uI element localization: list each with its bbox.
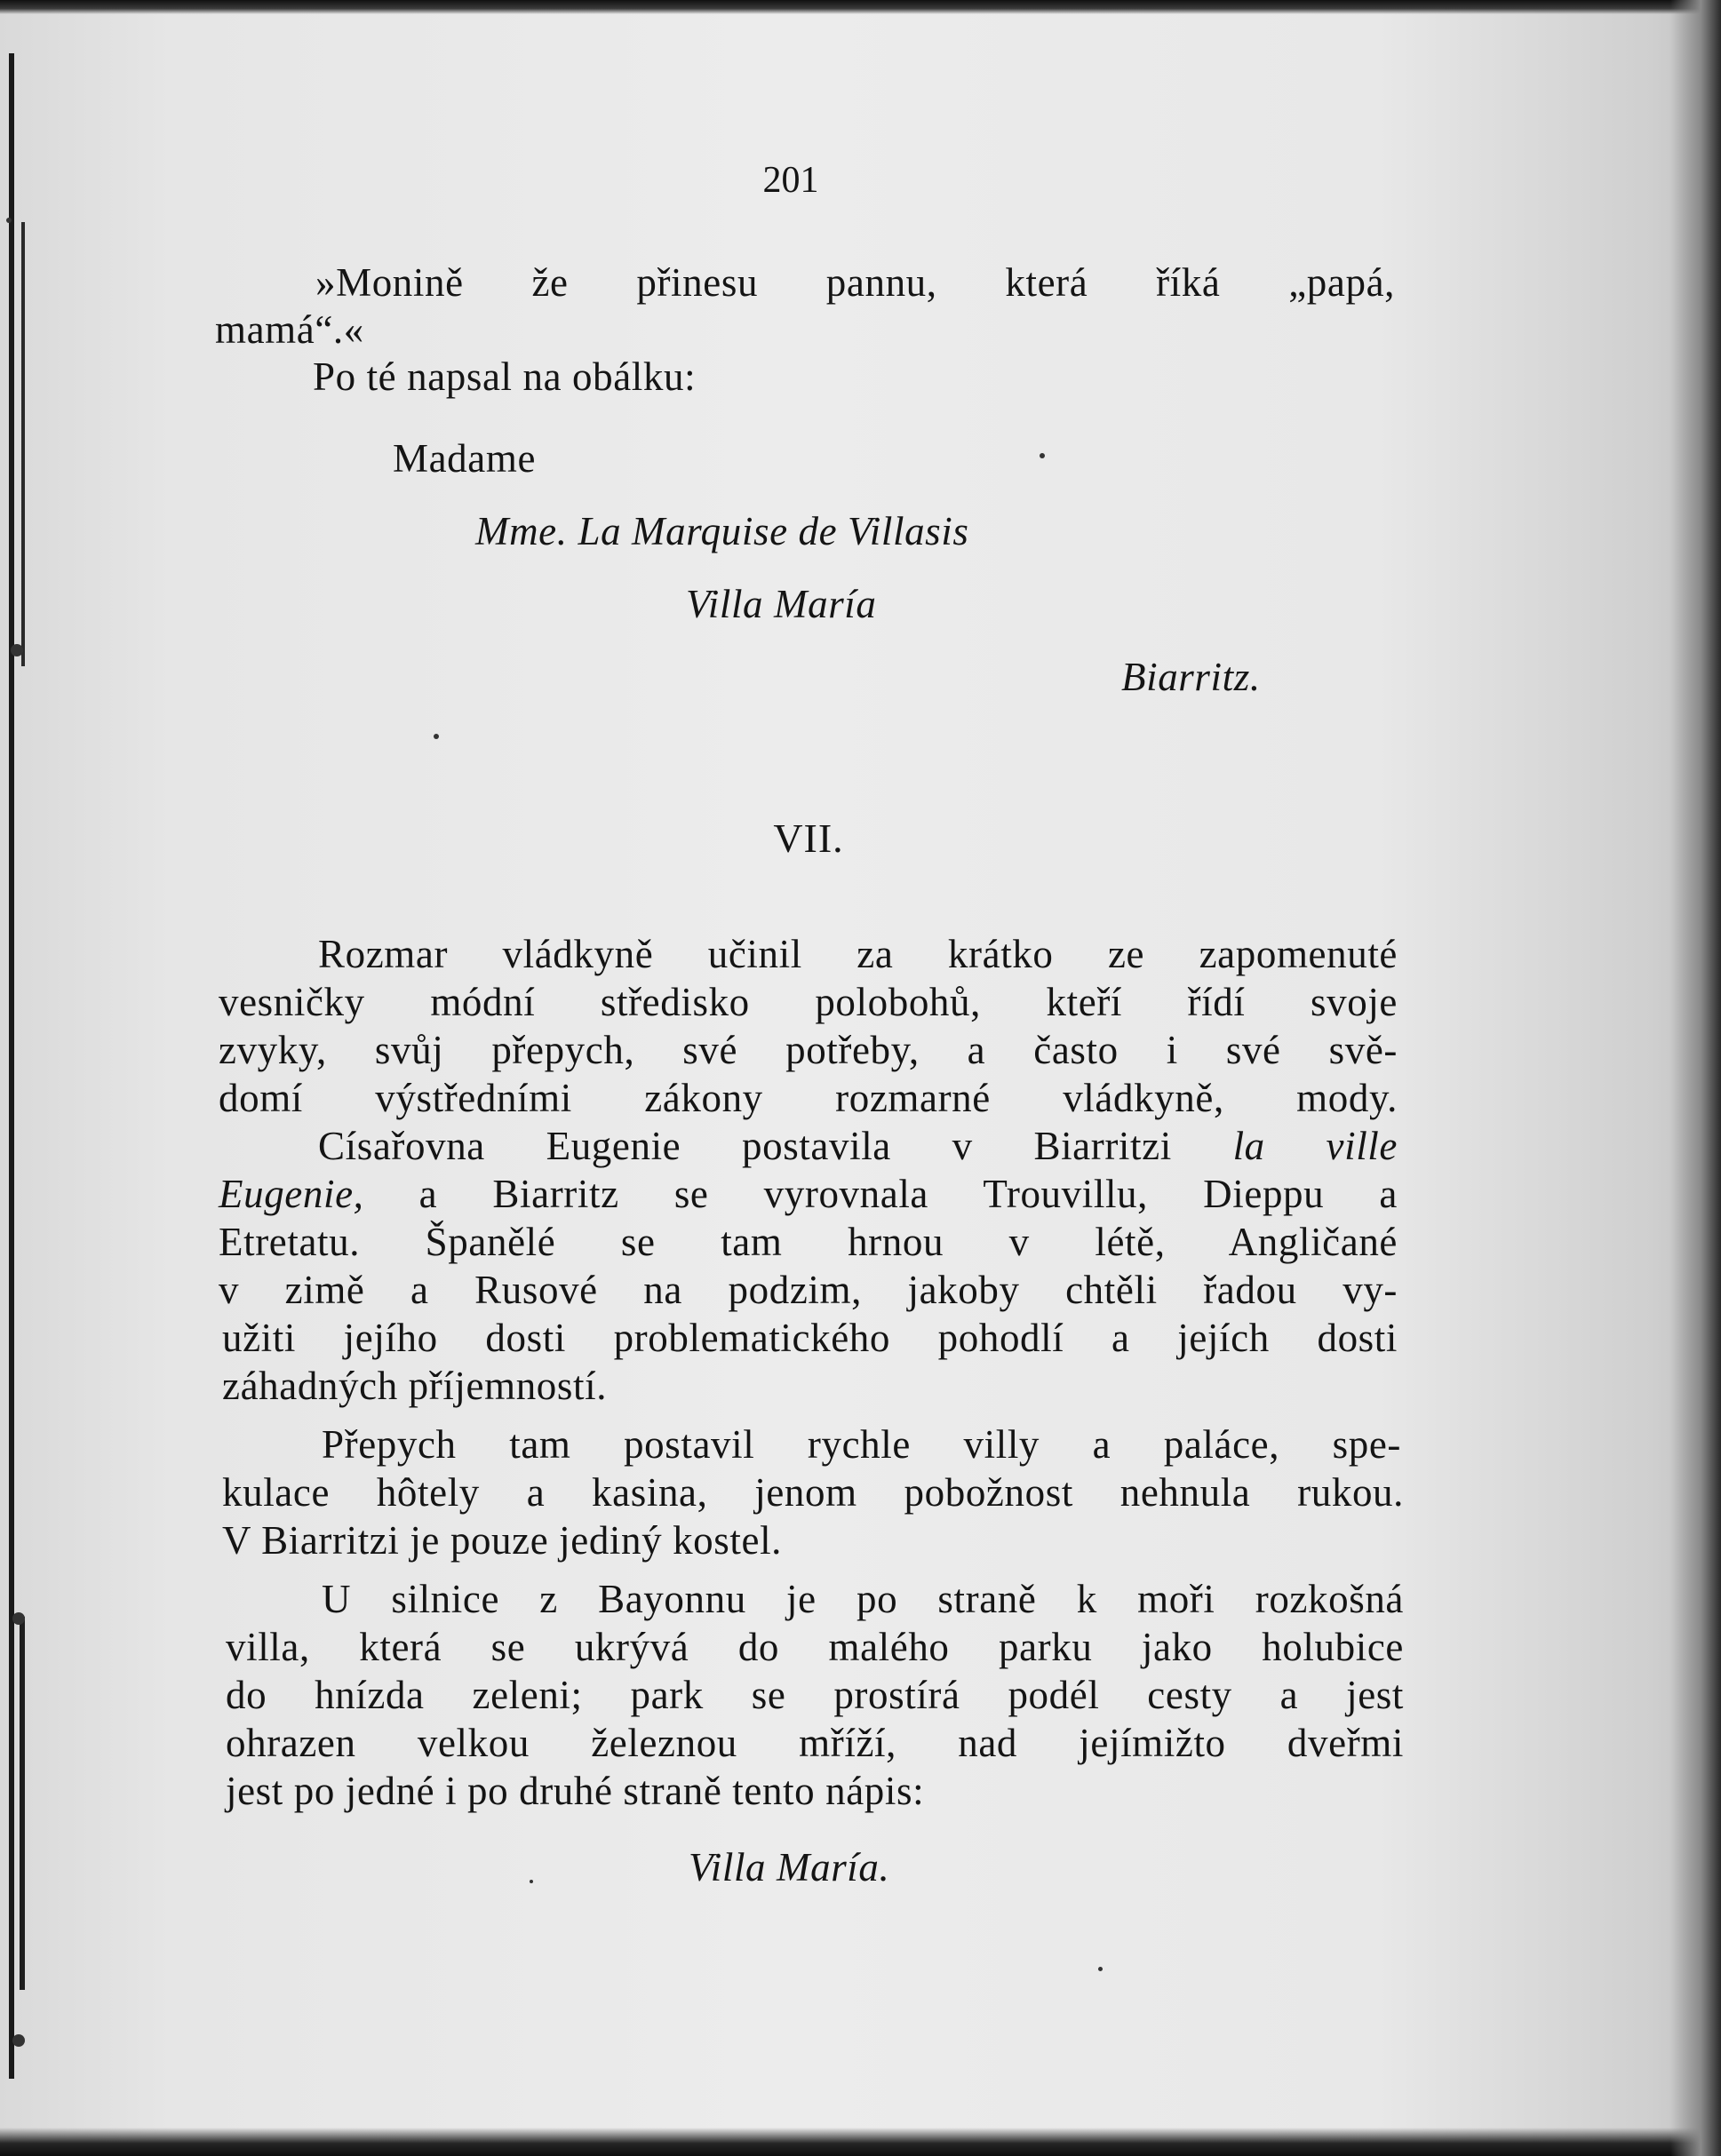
- address-city: Biarritz.: [1121, 655, 1261, 699]
- text-line: kulace hôtely a kasina, jenom pobožnost nehnula rukou.: [222, 1470, 1404, 1515]
- text-line: [318, 1123, 1398, 1169]
- text-line: do hnízda zeleni; park se prostírá podél cesty a jest: [226, 1673, 1404, 1717]
- text-line: domí výstředními zákony rozmarné vládkyně, mody.: [219, 1076, 1398, 1120]
- scan-speck: [12, 2034, 25, 2047]
- scan-speck: [1040, 453, 1045, 458]
- text-line: Po té napsal na obálku:: [313, 354, 697, 399]
- text-line: vesničky módní středisko polobohů, kteří řídí svoje: [219, 980, 1398, 1024]
- text-line: »Monině že přinesu pannu, která říká „papá,: [315, 260, 1395, 305]
- text-line: jest po jedné i po druhé straně tento nápis:: [226, 1769, 925, 1813]
- italic-span: la ville: [1232, 1124, 1398, 1168]
- scan-speck: [434, 734, 439, 739]
- binding-shadow: [21, 222, 25, 666]
- text-line: ohrazen velkou železnou mříží, nad jejímižto dveřmi: [226, 1721, 1404, 1765]
- text-span: Císařovna Eugenie postavila v Biarritzi: [318, 1124, 1172, 1168]
- text-line: mamá“.«: [215, 307, 364, 352]
- chapter-heading: VII.: [773, 815, 844, 861]
- address-salutation: Madame: [393, 436, 537, 481]
- scan-speck: [1098, 1967, 1103, 1971]
- text-line: Etretatu. Španělé se tam hrnou v létě, Angličané: [219, 1220, 1398, 1264]
- text-line: Přepych tam postavil rychle villy a paláce, spe-: [322, 1422, 1401, 1467]
- text-line: U silnice z Bayonnu je po straně k moři rozkošná: [322, 1577, 1404, 1621]
- text-line: užiti jejího dosti problematického pohodlí a jejích dosti: [222, 1316, 1398, 1360]
- scan-speck: [530, 1880, 533, 1883]
- scan-speck: [11, 644, 23, 656]
- italic-span: Eugenie,: [219, 1172, 364, 1216]
- scan-speck: [6, 218, 12, 223]
- text-line: zvyky, svůj přepych, své potřeby, a často i své svě-: [219, 1028, 1398, 1072]
- text-line: záhadných příjemností.: [222, 1364, 608, 1408]
- scan-top-edge: [0, 0, 1721, 14]
- binding-shadow: [9, 53, 14, 2079]
- inscription: Villa María.: [689, 1845, 890, 1889]
- text-span: a Biarritz se vyrovnala Trouvillu, Dieppu a: [418, 1172, 1398, 1216]
- address-name: Mme. La Marquise de Villasis: [475, 509, 969, 553]
- binding-shadow: [20, 1617, 25, 1990]
- scan-right-edge: [1670, 0, 1721, 2156]
- text-line: V Biarritzi je pouze jediný kostel.: [222, 1518, 783, 1563]
- text-line: v zimě a Rusové na podzim, jakoby chtěli řadou vy-: [219, 1268, 1398, 1312]
- text-line: villa, která se ukrývá do malého parku jako holubice: [226, 1625, 1404, 1669]
- address-villa: Villa María: [686, 582, 877, 626]
- scan-bottom-edge: [0, 2128, 1721, 2156]
- text-line: Rozmar vládkyně učinil za krátko ze zapomenuté: [318, 932, 1398, 976]
- page-number: 201: [762, 160, 819, 201]
- text-line: [219, 1171, 1398, 1217]
- scan-speck: [12, 1612, 25, 1625]
